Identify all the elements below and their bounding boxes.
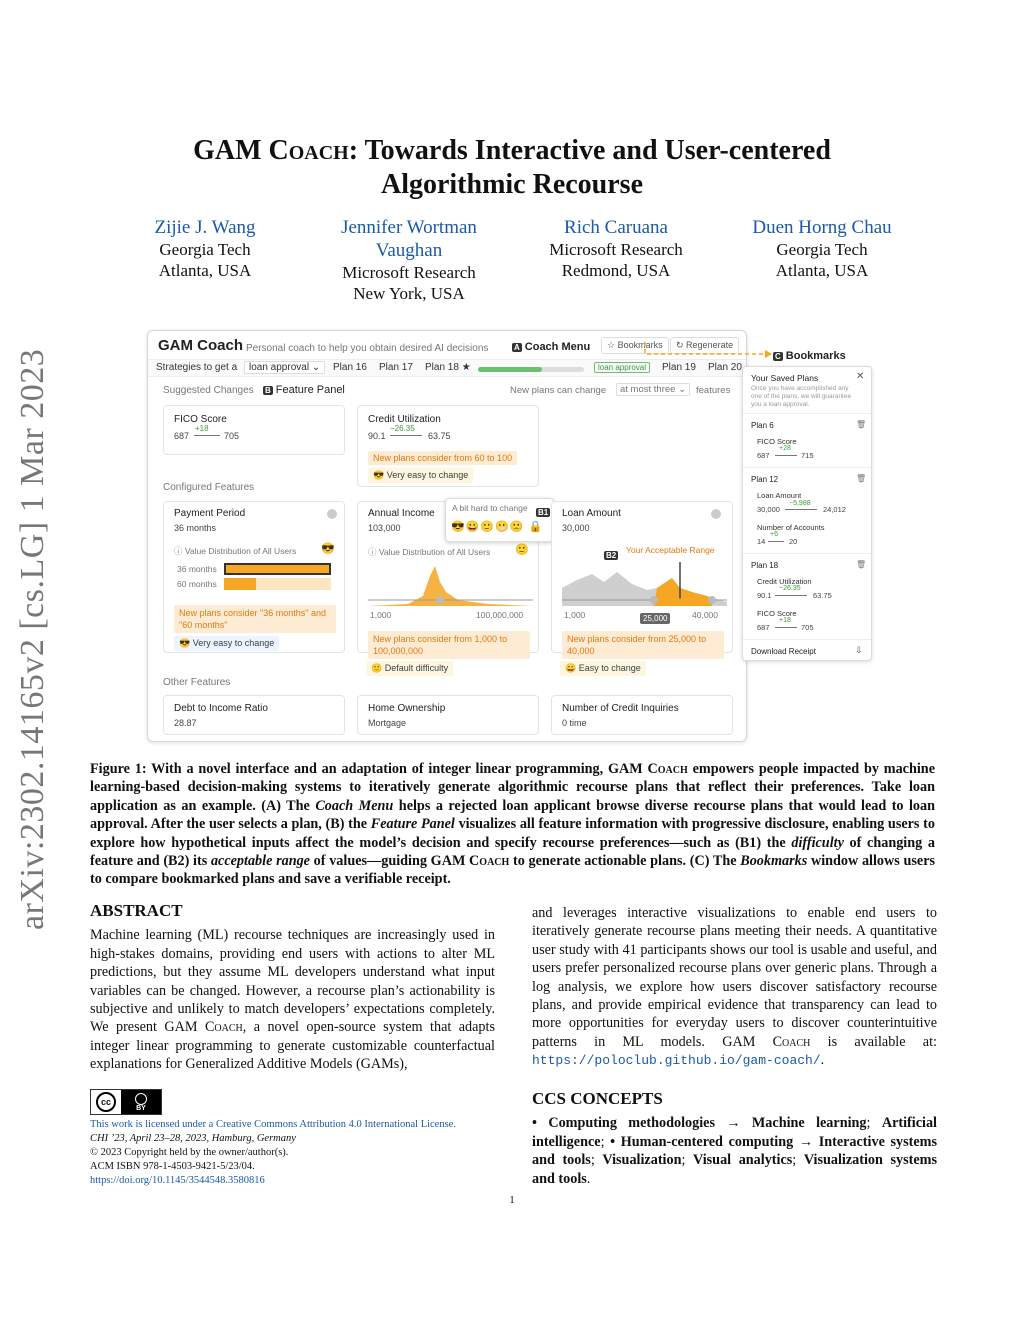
author-name[interactable]: Zijie J. Wang <box>154 217 256 238</box>
bookmark-item-name: FICO Score <box>757 437 797 446</box>
bookmark-item-delta: −26.35 <box>779 585 801 592</box>
slider-handle[interactable] <box>436 596 444 604</box>
note-line: "60 months" <box>179 620 228 630</box>
author-name[interactable]: Rich Caruana <box>564 217 668 238</box>
ccs-sep: ; <box>681 1152 693 1169</box>
ccs-sep: ; <box>590 1152 603 1169</box>
caption-text: of changing a feature and (B2) its <box>90 834 935 870</box>
axis-min: 1,000 <box>370 610 392 620</box>
at-most-select[interactable] <box>616 383 690 396</box>
acceptable-range-label: Your Acceptable Range <box>626 545 715 555</box>
ccs-term: Visualization systems and tools <box>532 1152 937 1187</box>
bookmark-item-delta: −5,988 <box>789 500 811 507</box>
bookmarks-label <box>773 350 846 362</box>
option-label: 36 months <box>177 564 217 574</box>
change-arrow <box>775 595 807 596</box>
caption-text: to generate actionable plans. (C) The <box>509 853 741 870</box>
distribution-text: Value Distribution of All Users <box>378 547 491 557</box>
coach-menu-label <box>512 341 590 353</box>
ccs-term: • Human-centered computing <box>610 1133 794 1150</box>
range-note <box>368 631 530 659</box>
download-receipt-button[interactable]: Download Receipt <box>751 647 816 656</box>
title-part: GAM <box>193 135 269 166</box>
feature-card-loan-amount[interactable] <box>551 501 733 656</box>
abstract-text: and leverages interactive visualizations to enable end users to iteratively generate recourse plans meeting their needs. A quantitative user study with 41 participants shows our tool is usable and useful, and users prefer personalized recourse plans over generic plans. Through a log analysis, we explore how users discover satisfactory recourse plans, and provide empirical evidence that transparency can lead to more opportunities for everyday users to discover counterintuitive patterns in ML models. GAM <box>532 905 937 1050</box>
caption-smallcaps: Coach <box>469 853 510 870</box>
app-tagline: Personal coach to help you obtain desired AI decisions <box>246 343 489 354</box>
grin-face-icon: 😀 <box>565 663 579 673</box>
neutral-face-icon[interactable]: 🙂 <box>515 544 529 556</box>
option-bar-selected[interactable] <box>224 563 331 575</box>
features-word: features <box>696 385 731 396</box>
abstract-smallcaps: Coach <box>204 1019 243 1036</box>
app-logo: GAM Coach <box>158 337 244 354</box>
bookmark-item-from: 30,000 <box>757 505 780 514</box>
plans-change-text: New plans can change <box>510 385 607 396</box>
bookmark-item-to: 705 <box>801 623 814 632</box>
copyright: © 2023 Copyright held by the owner/author(s). <box>90 1147 289 1158</box>
abstract-text: Machine learning (ML) recourse techniques are increasingly used in high-stakes domains, providing end users with actions to alter ML predictions, but they assume ML developers understand what input variables can be changed. However, a recourse plan’s actionability is subjective and unlikely to match developers’ expectations completely. We present GAM <box>90 927 495 1036</box>
income-distribution-chart <box>368 558 533 608</box>
ccs-term: Artificial intelligence <box>532 1115 937 1150</box>
author-block <box>130 216 280 281</box>
change-arrow <box>785 509 817 510</box>
bookmark-item-from: 90.1 <box>757 591 772 600</box>
change-arrow <box>194 435 220 436</box>
bookmark-item-from: 687 <box>757 623 770 632</box>
divider <box>743 553 872 554</box>
feature-card-payment-period[interactable] <box>163 501 345 653</box>
caption-text: empowers people impacted by machine learning-based decision-making systems to iteratively generate algorithmic recourse plans that reflect their preferences. Take loan application as an example. (A) The <box>90 761 935 814</box>
tab-plan-18[interactable]: Plan 18 ★ <box>425 362 471 373</box>
feature-value: Mortgage <box>368 718 407 728</box>
cool-face-icon: 😎 <box>373 470 387 480</box>
caption-smallcaps: Coach <box>647 761 688 777</box>
bookmark-item-to: 24,012 <box>823 505 846 514</box>
dashed-line <box>645 342 765 354</box>
doi-link[interactable]: https://doi.org/10.1145/3544548.3580816 <box>90 1175 265 1186</box>
change-arrow <box>390 435 422 436</box>
feature-value: 0 time <box>562 718 587 728</box>
conference-info: CHI ’23, April 23–28, 2023, Hamburg, Germany <box>90 1133 296 1144</box>
feature-name: Home Ownership <box>368 703 446 714</box>
divider <box>743 467 872 468</box>
note-line: New plans consider from 1,000 to <box>373 634 508 644</box>
cc-license-badge[interactable] <box>90 1089 162 1115</box>
axis-min: 1,000 <box>564 610 586 620</box>
ccs-body <box>532 1114 937 1188</box>
loan-distribution-chart <box>562 558 727 608</box>
title-part: : Towards Interactive and User-centered <box>348 135 831 166</box>
author-location: Redmond, USA <box>561 261 671 280</box>
title-smallcaps: Coach <box>268 135 349 166</box>
badge-b: B <box>265 386 271 395</box>
author-affiliation: Georgia Tech <box>159 240 251 259</box>
bookmark-item-delta: +18 <box>779 617 791 624</box>
ccs-sep: ; <box>866 1115 882 1132</box>
difficulty-tag[interactable] <box>366 661 453 676</box>
smile-face-icon[interactable]: 🙂 <box>480 521 496 533</box>
bookmark-item-name: Loan Amount <box>757 491 802 500</box>
saved-plans-title: Your Saved Plans <box>751 373 819 383</box>
author-block <box>320 216 498 304</box>
saved-plans-desc <box>751 385 851 409</box>
badge-a: A <box>514 343 520 352</box>
author-affiliation: Microsoft Research <box>549 240 683 259</box>
option-bar-fill <box>224 578 256 590</box>
tab-plan-17[interactable]: Plan 17 <box>379 362 413 373</box>
bookmarks-connector <box>640 340 780 365</box>
feature-from: 687 <box>174 431 190 441</box>
change-arrow <box>775 627 797 628</box>
lock-icon[interactable]: 🔒 <box>524 521 544 533</box>
trash-icon[interactable]: 🗑 <box>856 474 867 483</box>
caption-text: of values—guiding GAM <box>309 853 470 870</box>
feature-name: FICO Score <box>174 414 227 425</box>
ccs-term: Machine learning <box>751 1115 867 1132</box>
feature-to: 63.75 <box>428 431 451 441</box>
feature-delta: −26.35 <box>390 424 415 433</box>
approval-progress-track <box>478 367 584 372</box>
badge-text: B2 <box>606 551 617 560</box>
range-note <box>174 605 336 633</box>
feature-card-credit-utilization[interactable] <box>357 405 539 487</box>
bookmark-item-to: 715 <box>801 451 814 460</box>
feature-value: 36 months <box>174 523 217 533</box>
option-bar[interactable] <box>224 578 331 590</box>
caption-text: Figure 1: With a novel interface and an adaptation of integer linear programming, GAM <box>90 761 648 777</box>
note-line: New plans consider from 25,000 to <box>567 634 707 644</box>
strategy-select-value: loan approval <box>249 362 310 373</box>
distribution-label: ⓘ Value Distribution of All Users <box>174 546 297 556</box>
divider <box>743 413 872 414</box>
ccs-term: Visual analytics <box>693 1152 793 1169</box>
feature-card-home-ownership[interactable] <box>357 695 539 735</box>
star-icon: ☆ <box>607 340 618 350</box>
author-location: New York, USA <box>353 284 465 303</box>
bookmark-item-from: 14 <box>757 537 766 546</box>
by-text: BY <box>136 1104 146 1112</box>
range-min-handle[interactable] <box>650 596 658 604</box>
bookmark-item-name: Number of Accounts <box>757 523 825 532</box>
settings-icon[interactable] <box>711 509 721 519</box>
ccs-sep: ; <box>600 1133 611 1150</box>
difficulty-text: Very easy to change <box>386 470 469 480</box>
chevron-down-icon: ⌄ <box>678 384 687 395</box>
note-line: 100,000,000 <box>373 646 424 656</box>
cc-icon-text: cc <box>96 1092 116 1112</box>
ccs-sep: → <box>714 1115 752 1132</box>
feature-panel-text: Feature Panel <box>275 384 345 396</box>
feature-card-credit-inquiries[interactable] <box>551 695 733 735</box>
caption-italic: difficulty <box>791 834 844 851</box>
feature-name: Number of Credit Inquiries <box>562 703 679 714</box>
arrow-head <box>765 350 772 358</box>
cool-face-icon[interactable]: 😎 <box>451 521 466 533</box>
at-most-value: at most three <box>620 384 676 395</box>
caption-italic: acceptable range <box>210 853 310 870</box>
bookmarks-window <box>742 366 872 661</box>
note-line: New plans consider "36 months" and <box>179 608 326 618</box>
abstract-section <box>90 902 495 1074</box>
abstract-text: . <box>820 1052 825 1069</box>
author-name[interactable]: Duen Horng Chau <box>752 217 892 238</box>
acceptable-area <box>654 578 712 606</box>
feature-name: Payment Period <box>174 508 246 519</box>
desc-line: you a loan approval. <box>751 401 810 408</box>
difficulty-popup <box>445 498 554 542</box>
approval-progress-fill <box>478 367 542 372</box>
abstract-smallcaps: Coach <box>772 1033 811 1050</box>
gam-coach-figure <box>147 330 747 742</box>
chevron-down-icon: ⌄ <box>311 362 321 373</box>
bookmark-plan-name[interactable]: Plan 18 <box>751 561 779 570</box>
other-features-heading: Other Features <box>163 677 231 688</box>
tab-plan-16[interactable]: Plan 16 <box>333 362 367 373</box>
change-arrow <box>768 541 784 542</box>
axis-max: 40,000 <box>692 610 718 620</box>
difficulty-text: Very easy to change <box>192 638 275 648</box>
bookmark-item-delta: +6 <box>770 531 778 538</box>
coach-menu-text: Coach Menu <box>524 341 591 353</box>
feature-name: Debt to Income Ratio <box>174 703 268 714</box>
cool-face-icon[interactable]: 😎 <box>321 543 335 555</box>
author-location: Atlanta, USA <box>775 261 869 280</box>
tab-plan-20[interactable]: Plan 20 <box>708 362 742 373</box>
feature-card-debt-to-income[interactable] <box>163 695 345 735</box>
bookmark-item-to: 63.75 <box>813 591 832 600</box>
trash-icon[interactable]: 🗑 <box>856 420 867 429</box>
ccs-sep: . <box>586 1170 591 1187</box>
abstract-continued <box>532 904 937 1071</box>
ccs-sep: → <box>793 1133 819 1150</box>
refresh-icon: ↻ <box>676 340 687 350</box>
caption-text: window allows users to compare bookmarked plans and save a verifiable receipt. <box>90 853 936 888</box>
caption-text: helps a rejected loan applicant browse diverse recourse plans that would lead to loan approval. After the user selects a plan, (B) the <box>90 797 936 833</box>
badge-text: B1 <box>538 508 549 517</box>
close-icon[interactable]: ✕ <box>856 371 865 382</box>
feature-card-fico[interactable] <box>163 405 345 455</box>
arxiv-identifier: arXiv:2302.14165v2 [cs.LG] 1 Mar 2023 <box>14 348 51 930</box>
feature-name: Loan Amount <box>562 508 621 519</box>
desc-line: Once you have accomplished any <box>751 385 849 392</box>
desc-line: one of the plans, we will guarantee <box>751 393 852 400</box>
feature-name: Credit Utilization <box>368 414 441 425</box>
ccs-term: • Computing methodologies <box>532 1115 715 1132</box>
difficulty-text: Default difficulty <box>384 663 449 673</box>
author-location: Atlanta, USA <box>158 261 252 280</box>
difficulty-tag[interactable] <box>174 636 279 651</box>
caption-text: visualizes all feature information with progressive disclosure, enabling users to explore how hypothetical inputs affect the model’s decision and specify recourse preferences—such as (B1) the <box>90 816 935 851</box>
figure-caption <box>90 760 935 889</box>
bookmark-item-name: Credit Utilization <box>757 577 812 586</box>
feature-from: 90.1 <box>368 431 386 441</box>
cool-face-icon: 😎 <box>179 638 193 648</box>
difficulty-tag[interactable] <box>368 468 473 483</box>
project-link[interactable]: https://poloclub.github.io/gam-coach/ <box>532 1053 821 1069</box>
bookmark-item-name: FICO Score <box>757 609 797 618</box>
tab-plan-19[interactable]: Plan 19 <box>662 362 696 373</box>
paper-title <box>100 134 924 202</box>
configured-features-heading: Configured Features <box>163 482 255 493</box>
range-max-handle[interactable] <box>708 596 716 604</box>
feature-value: 28.87 <box>174 718 197 728</box>
range-note <box>562 631 724 659</box>
grimace-face-icon[interactable]: 😬 <box>495 521 510 533</box>
feature-to: 705 <box>224 431 240 441</box>
license-block <box>90 1118 510 1188</box>
badge-c: C <box>775 352 781 361</box>
difficulty-face-row[interactable] <box>451 520 543 533</box>
feature-name: Annual Income <box>368 508 435 519</box>
person-icon <box>135 1093 147 1105</box>
note-line: 40,000 <box>567 646 595 656</box>
feature-value: 30,000 <box>562 523 590 533</box>
author-affiliation: Georgia Tech <box>776 240 868 259</box>
difficulty-text: Easy to change <box>578 663 641 673</box>
title-line2: Algorithmic Recourse <box>380 169 644 200</box>
author-name[interactable]: Jennifer Wortman Vaughan <box>341 217 477 261</box>
bookmarks-button-label: Bookmarks <box>617 340 663 350</box>
license-link[interactable]: This work is licensed under a Creative Commons Attribution 4.0 International License. <box>90 1119 456 1130</box>
feature-delta: +18 <box>195 424 209 433</box>
feature-panel-label <box>263 384 345 396</box>
abstract-text: , a novel open-source system that adapts integer linear programming to generate customizable counterfactual explanations for Generalized Additive Models (GAMs), <box>90 1019 495 1073</box>
bookmark-plan-name[interactable]: Plan 6 <box>751 421 774 430</box>
suggested-changes-heading: Suggested Changes <box>163 385 254 396</box>
ccs-term: Interactive systems and tools <box>532 1133 937 1169</box>
loan-approval-tag: loan approval <box>594 362 650 373</box>
bookmarks-title: Bookmarks <box>785 350 846 362</box>
bookmark-plan-name[interactable]: Plan 12 <box>751 475 779 484</box>
distribution-text: Value Distribution of All Users <box>184 546 297 556</box>
abstract-text: is available at: <box>810 1033 937 1050</box>
abstract-body <box>90 926 495 1073</box>
axis-max: 100,000,000 <box>476 610 524 620</box>
isbn: ACM ISBN 978-1-4503-9421-5/23/04. <box>90 1161 255 1172</box>
sad-face-icon[interactable]: 🙁 <box>509 521 525 533</box>
trash-icon[interactable]: 🗑 <box>856 560 867 569</box>
download-icon[interactable]: ⇩ <box>855 645 863 655</box>
by-icon <box>121 1090 161 1114</box>
distribution-label: ⓘ Value Distribution of All Users <box>368 547 491 557</box>
strategies-prefix: Strategies to get a <box>156 362 238 373</box>
caption-italic: Bookmarks <box>740 853 808 870</box>
grin-face-icon[interactable]: 😀 <box>465 521 481 533</box>
bookmark-item-to: 20 <box>789 537 798 546</box>
ccs-sep: ; <box>792 1152 804 1169</box>
caption-italic: Coach Menu <box>315 797 394 814</box>
ccs-term: Visualization <box>602 1152 682 1169</box>
bookmark-item-delta: +28 <box>779 445 791 452</box>
feature-value: 103,000 <box>368 523 401 533</box>
author-block <box>736 216 908 281</box>
cursor-value-tooltip: 25,000 <box>640 613 670 624</box>
caption-italic: Feature Panel <box>370 816 455 833</box>
range-note: New plans consider from 60 to 100 <box>368 451 517 465</box>
page-number: 1 <box>509 1194 515 1206</box>
abstract-heading: ABSTRACT <box>90 901 183 920</box>
author-block <box>530 216 702 281</box>
bookmark-item-from: 687 <box>757 451 770 460</box>
author-affiliation: Microsoft Research <box>342 263 476 282</box>
ccs-section <box>532 1090 937 1188</box>
ccs-heading: CCS CONCEPTS <box>532 1089 663 1108</box>
change-arrow <box>775 455 797 456</box>
popup-label: A bit hard to change <box>452 503 528 513</box>
option-label: 60 months <box>177 579 217 589</box>
regenerate-button-label: Regenerate <box>686 340 734 350</box>
strategy-select[interactable] <box>244 361 325 374</box>
neutral-face-icon: 🙂 <box>371 663 385 673</box>
cc-icon <box>91 1090 121 1114</box>
divider <box>743 639 872 640</box>
difficulty-tag[interactable] <box>560 661 646 676</box>
settings-icon[interactable] <box>327 509 337 519</box>
